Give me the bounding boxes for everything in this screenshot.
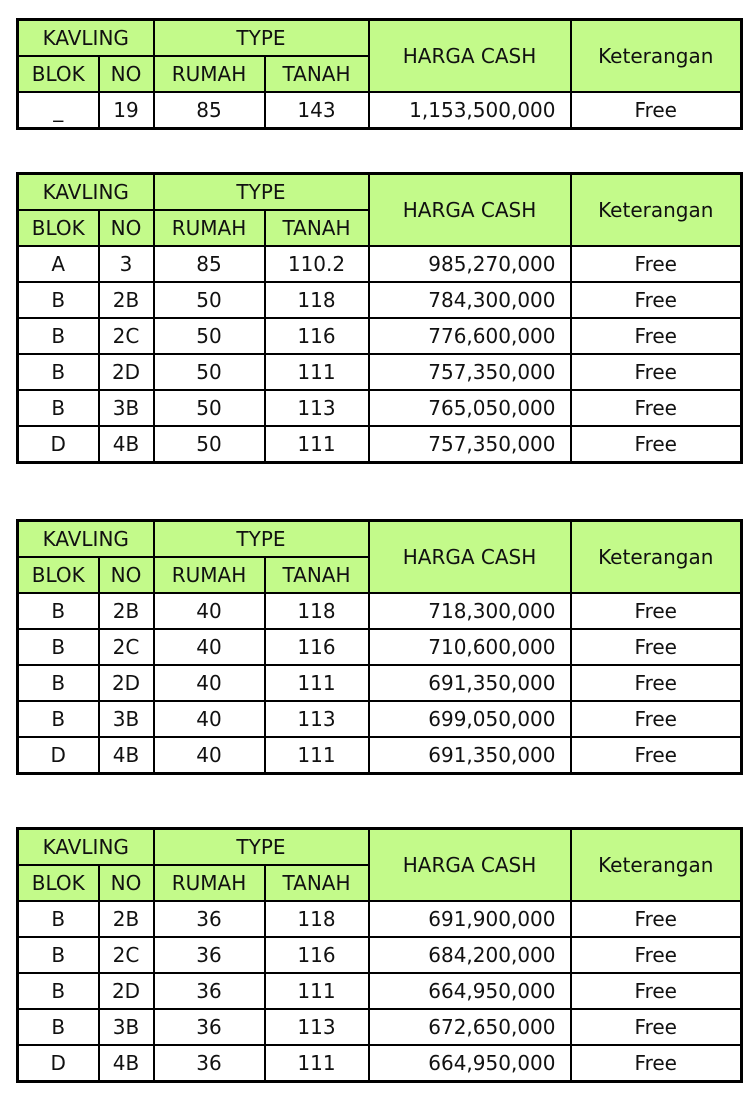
cell-keterangan: Free (571, 665, 742, 701)
cell-tanah: 113 (265, 1009, 369, 1045)
header-type: TYPE (154, 829, 369, 866)
cell-blok: B (18, 593, 99, 629)
header-row-1 (18, 20, 742, 57)
header-blok: BLOK (18, 557, 99, 593)
cell-keterangan: Free (571, 92, 742, 129)
cell-rumah: 85 (154, 92, 265, 129)
cell-blok: B (18, 701, 99, 737)
cell-harga-cash: 684,200,000 (369, 937, 571, 973)
header-row-1 (18, 829, 742, 866)
cell-tanah: 111 (265, 973, 369, 1009)
table-row (18, 629, 742, 665)
cell-rumah: 50 (154, 282, 265, 318)
cell-rumah: 40 (154, 593, 265, 629)
cell-rumah: 50 (154, 390, 265, 426)
cell-keterangan: Free (571, 390, 742, 426)
header-blok: BLOK (18, 865, 99, 901)
table-row (18, 390, 742, 426)
table-row (18, 593, 742, 629)
cell-harga-cash: 757,350,000 (369, 354, 571, 390)
cell-blok: D (18, 426, 99, 463)
cell-keterangan: Free (571, 1009, 742, 1045)
cell-harga-cash: 1,153,500,000 (369, 92, 571, 129)
header-type: TYPE (154, 174, 369, 211)
header-tanah: TANAH (265, 56, 369, 92)
cell-harga-cash: 691,350,000 (369, 665, 571, 701)
cell-harga-cash: 691,900,000 (369, 901, 571, 937)
cell-keterangan: Free (571, 426, 742, 463)
cell-no: 2B (99, 901, 154, 937)
cell-tanah: 111 (265, 665, 369, 701)
header-rumah: RUMAH (154, 865, 265, 901)
header-blok: BLOK (18, 210, 99, 246)
header-kavling: KAVLING (18, 20, 154, 57)
cell-rumah: 36 (154, 973, 265, 1009)
header-harga-cash: HARGA CASH (369, 829, 571, 902)
cell-rumah: 50 (154, 426, 265, 463)
cell-blok: B (18, 318, 99, 354)
cell-harga-cash: 664,950,000 (369, 1045, 571, 1082)
cell-tanah: 118 (265, 593, 369, 629)
header-keterangan: Keterangan (571, 829, 742, 902)
cell-harga-cash: 710,600,000 (369, 629, 571, 665)
header-keterangan: Keterangan (571, 20, 742, 93)
cell-tanah: 143 (265, 92, 369, 129)
table-row (18, 246, 742, 282)
cell-blok: D (18, 737, 99, 774)
table-row (18, 1045, 742, 1082)
cell-blok: A (18, 246, 99, 282)
cell-keterangan: Free (571, 246, 742, 282)
cell-harga-cash: 757,350,000 (369, 426, 571, 463)
cell-keterangan: Free (571, 593, 742, 629)
cell-harga-cash: 765,050,000 (369, 390, 571, 426)
header-rumah: RUMAH (154, 557, 265, 593)
cell-tanah: 113 (265, 701, 369, 737)
header-no: NO (99, 557, 154, 593)
header-type: TYPE (154, 20, 369, 57)
header-blok: BLOK (18, 56, 99, 92)
cell-rumah: 36 (154, 1045, 265, 1082)
cell-no: 19 (99, 92, 154, 129)
cell-harga-cash: 784,300,000 (369, 282, 571, 318)
cell-harga-cash: 718,300,000 (369, 593, 571, 629)
cell-no: 3B (99, 390, 154, 426)
cell-no: 2C (99, 937, 154, 973)
cell-no: 2B (99, 593, 154, 629)
cell-blok: B (18, 973, 99, 1009)
cell-no: 2D (99, 665, 154, 701)
header-keterangan: Keterangan (571, 174, 742, 247)
header-row-1 (18, 521, 742, 558)
header-no: NO (99, 56, 154, 92)
cell-blok: B (18, 665, 99, 701)
table-row (18, 737, 742, 774)
cell-blok: B (18, 390, 99, 426)
price-table-1 (16, 18, 743, 130)
cell-harga-cash: 985,270,000 (369, 246, 571, 282)
header-tanah: TANAH (265, 210, 369, 246)
header-row-1 (18, 174, 742, 211)
header-harga-cash: HARGA CASH (369, 20, 571, 93)
header-keterangan: Keterangan (571, 521, 742, 594)
cell-tanah: 110.2 (265, 246, 369, 282)
cell-keterangan: Free (571, 901, 742, 937)
cell-no: 3B (99, 701, 154, 737)
table-row (18, 1009, 742, 1045)
cell-rumah: 40 (154, 701, 265, 737)
table-row (18, 92, 742, 129)
cell-no: 2C (99, 629, 154, 665)
cell-tanah: 111 (265, 1045, 369, 1082)
cell-rumah: 85 (154, 246, 265, 282)
cell-blok: B (18, 1009, 99, 1045)
table-row (18, 282, 742, 318)
cell-rumah: 50 (154, 318, 265, 354)
cell-rumah: 36 (154, 1009, 265, 1045)
cell-blok: D (18, 1045, 99, 1082)
table-row (18, 354, 742, 390)
cell-tanah: 111 (265, 354, 369, 390)
header-no: NO (99, 865, 154, 901)
price-table-4 (16, 827, 743, 1083)
price-table-3 (16, 519, 743, 775)
cell-no: 2C (99, 318, 154, 354)
cell-tanah: 118 (265, 901, 369, 937)
cell-keterangan: Free (571, 282, 742, 318)
cell-no: 2B (99, 282, 154, 318)
cell-rumah: 40 (154, 665, 265, 701)
cell-keterangan: Free (571, 629, 742, 665)
cell-no: 3B (99, 1009, 154, 1045)
price-table-2 (16, 172, 743, 464)
cell-blok: B (18, 629, 99, 665)
cell-blok: B (18, 937, 99, 973)
cell-harga-cash: 699,050,000 (369, 701, 571, 737)
cell-blok: B (18, 354, 99, 390)
cell-tanah: 118 (265, 282, 369, 318)
header-type: TYPE (154, 521, 369, 558)
cell-rumah: 40 (154, 629, 265, 665)
cell-blok: B (18, 901, 99, 937)
cell-tanah: 111 (265, 737, 369, 774)
table-row (18, 973, 742, 1009)
header-no: NO (99, 210, 154, 246)
cell-tanah: 116 (265, 937, 369, 973)
header-kavling: KAVLING (18, 521, 154, 558)
cell-harga-cash: 691,350,000 (369, 737, 571, 774)
table-row (18, 701, 742, 737)
table-row (18, 901, 742, 937)
cell-blok: _ (18, 92, 99, 129)
cell-rumah: 50 (154, 354, 265, 390)
cell-tanah: 113 (265, 390, 369, 426)
cell-keterangan: Free (571, 354, 742, 390)
cell-rumah: 36 (154, 901, 265, 937)
cell-no: 4B (99, 426, 154, 463)
cell-no: 2D (99, 354, 154, 390)
cell-keterangan: Free (571, 737, 742, 774)
cell-keterangan: Free (571, 701, 742, 737)
cell-harga-cash: 664,950,000 (369, 973, 571, 1009)
cell-keterangan: Free (571, 318, 742, 354)
table-row (18, 665, 742, 701)
cell-tanah: 111 (265, 426, 369, 463)
cell-harga-cash: 672,650,000 (369, 1009, 571, 1045)
cell-tanah: 116 (265, 629, 369, 665)
header-kavling: KAVLING (18, 829, 154, 866)
header-tanah: TANAH (265, 865, 369, 901)
cell-harga-cash: 776,600,000 (369, 318, 571, 354)
cell-keterangan: Free (571, 973, 742, 1009)
header-kavling: KAVLING (18, 174, 154, 211)
cell-tanah: 116 (265, 318, 369, 354)
header-harga-cash: HARGA CASH (369, 174, 571, 247)
cell-no: 3 (99, 246, 154, 282)
cell-rumah: 36 (154, 937, 265, 973)
cell-no: 2D (99, 973, 154, 1009)
table-row (18, 426, 742, 463)
cell-no: 4B (99, 1045, 154, 1082)
header-rumah: RUMAH (154, 210, 265, 246)
table-row (18, 937, 742, 973)
header-tanah: TANAH (265, 557, 369, 593)
cell-keterangan: Free (571, 1045, 742, 1082)
cell-no: 4B (99, 737, 154, 774)
cell-rumah: 40 (154, 737, 265, 774)
header-harga-cash: HARGA CASH (369, 521, 571, 594)
cell-keterangan: Free (571, 937, 742, 973)
header-rumah: RUMAH (154, 56, 265, 92)
table-row (18, 318, 742, 354)
cell-blok: B (18, 282, 99, 318)
